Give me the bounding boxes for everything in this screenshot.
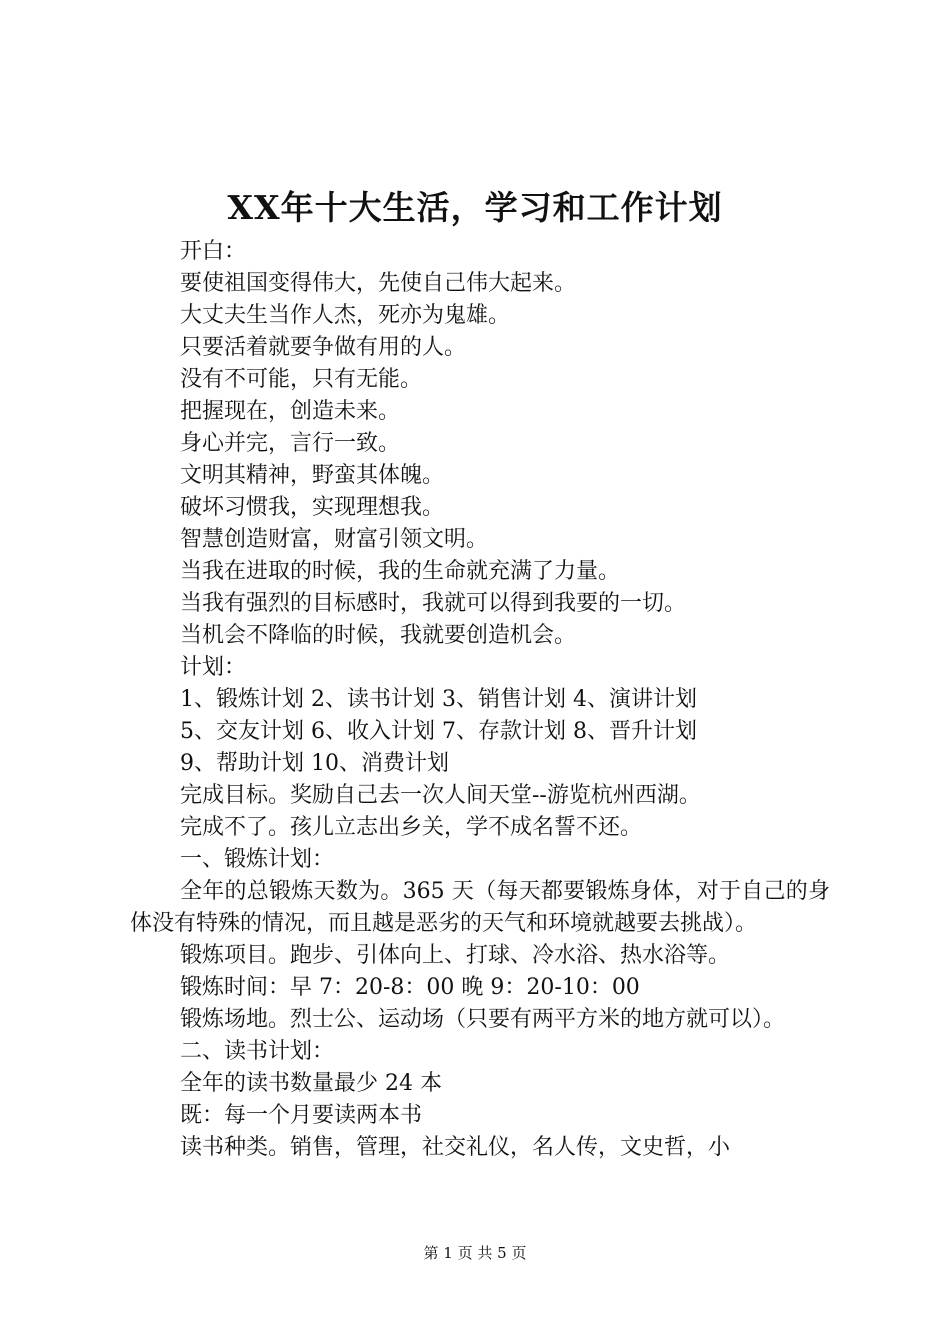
text-line: 完成目标。奖励自己去一次人间天堂--游览杭州西湖。 xyxy=(180,783,701,808)
text-line: 当我在进取的时候，我的生命就充满了力量。 xyxy=(180,559,621,584)
document-body xyxy=(130,236,830,1164)
section-label-plan: 计划： xyxy=(180,655,247,680)
plan-list-line: 5、交友计划 6、收入计划 7、存款计划 8、晋升计划 xyxy=(180,719,697,744)
text-line: 既：每一个月要读两本书 xyxy=(180,1103,423,1128)
section-heading-reading: 二、读书计划： xyxy=(180,1039,335,1064)
text-line: 智慧创造财富，财富引领文明。 xyxy=(180,527,489,552)
text-line: 身心并完，言行一致。 xyxy=(180,431,401,456)
text-line: 只要活着就要争做有用的人。 xyxy=(180,335,467,360)
text-line: 没有不可能，只有无能。 xyxy=(180,367,423,392)
plan-list-line: 1、锻炼计划 2、读书计划 3、销售计划 4、演讲计划 xyxy=(180,687,697,712)
paragraph-reading-types: 读书种类。销售，管理，社交礼仪，名人传，文史哲，小 xyxy=(180,1135,731,1160)
paragraph-exercise-days: 全年的总锻炼天数为。365 天（每天都要锻炼身体，对于自己的身体没有特殊的情况，而且越是恶劣的天气和环境就越要去挑战）。 xyxy=(130,879,830,936)
section-heading-exercise: 一、锻炼计划： xyxy=(180,847,335,872)
text-line: 当机会不降临的时候，我就要创造机会。 xyxy=(180,623,577,648)
plan-list-line: 9、帮助计划 10、消费计划 xyxy=(180,751,449,776)
text-line: 文明其精神，野蛮其体魄。 xyxy=(180,463,445,488)
text-line: 破坏习惯我，实现理想我。 xyxy=(180,495,445,520)
paragraph-exercise-place: 锻炼场地。烈士公、运动场（只要有两平方米的地方就可以）。 xyxy=(180,1007,786,1032)
text-line: 锻炼时间：早 7：20-8：00 晚 9：20-10：00 xyxy=(180,975,640,1000)
text-line: 开白： xyxy=(180,239,247,264)
text-line: 要使祖国变得伟大，先使自己伟大起来。 xyxy=(180,271,577,296)
document-title: XX年十大生活，学习和工作计划 xyxy=(227,188,723,227)
text-line: 全年的读书数量最少 24 本 xyxy=(180,1071,442,1096)
text-line: 大丈夫生当作人杰，死亦为鬼雄。 xyxy=(180,303,511,328)
text-line: 完成不了。孩儿立志出乡关，学不成名誓不还。 xyxy=(180,815,643,840)
text-line: 把握现在，创造未来。 xyxy=(180,399,401,424)
page-footer: 第 1 页 共 5 页 xyxy=(423,1244,527,1262)
text-line: 锻炼项目。跑步、引体向上、打球、冷水浴、热水浴等。 xyxy=(180,943,731,968)
text-line: 当我有强烈的目标感时，我就可以得到我要的一切。 xyxy=(180,591,687,616)
